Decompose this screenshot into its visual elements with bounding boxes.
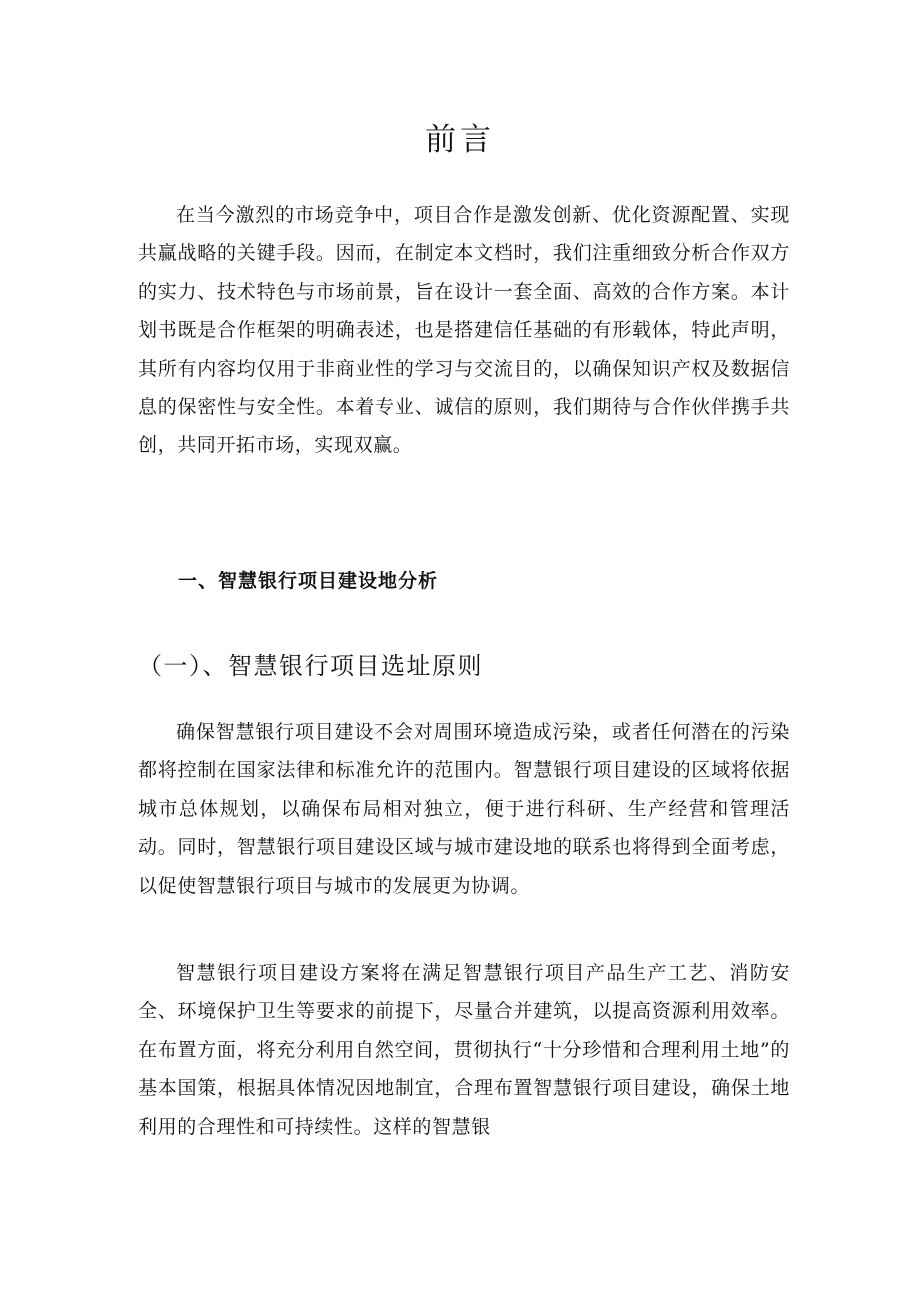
body-paragraph-construction-plan: 智慧银行项目建设方案将在满足智慧银行项目产品生产工艺、消防安全、环境保护卫生等要求的前提下，尽量合并建筑，以提高资源利用效率。在布置方面，将充分利用自然空间，贯彻执行“十分珍惜和合理利用土地”的基本国策，根据具体情况因地制宜，合理布置智慧银行项目建设，确保土地利用的合理性和可持续性。这样的智慧银 bbox=[138, 962, 790, 1138]
body-paragraph-site-principles: 确保智慧银行项目建设不会对周围环境造成污染，或者任何潜在的污染都将控制在国家法律和标准允许的范围内。智慧银行项目建设的区域将依据城市总体规划，以确保布局相对独立，便于进行科研、生产经营和管理活动。同时，智慧银行项目建设区域与城市建设地的联系也将得到全面考虑，以促使智慧银行项目与城市的发展更为协调。 bbox=[138, 721, 790, 897]
intro-paragraph: 在当今激烈的市场竞争中，项目合作是激发创新、优化资源配置、实现共赢战略的关键手段。因而，在制定本文档时，我们注重细致分析合作双方的实力、技术特色与市场前景，旨在设计一套全面、高效的合作方案。本计划书既是合作框架的明确表述，也是搭建信任基础的有形载体，特此声明，其所有内容均仅用于非商业性的学习与交流目的，以确保知识产权及数据信息的保密性与安全性。本着专业、诚信的原则，我们期待与合作伙伴携手共创，共同开拓市场，实现双赢。 bbox=[138, 204, 790, 457]
subsection-heading: （一）、智慧银行项目选址原则 bbox=[138, 652, 483, 680]
page-title: 前言 bbox=[425, 122, 495, 158]
section-heading: 一、智慧银行项目建设地分析 bbox=[178, 570, 439, 592]
